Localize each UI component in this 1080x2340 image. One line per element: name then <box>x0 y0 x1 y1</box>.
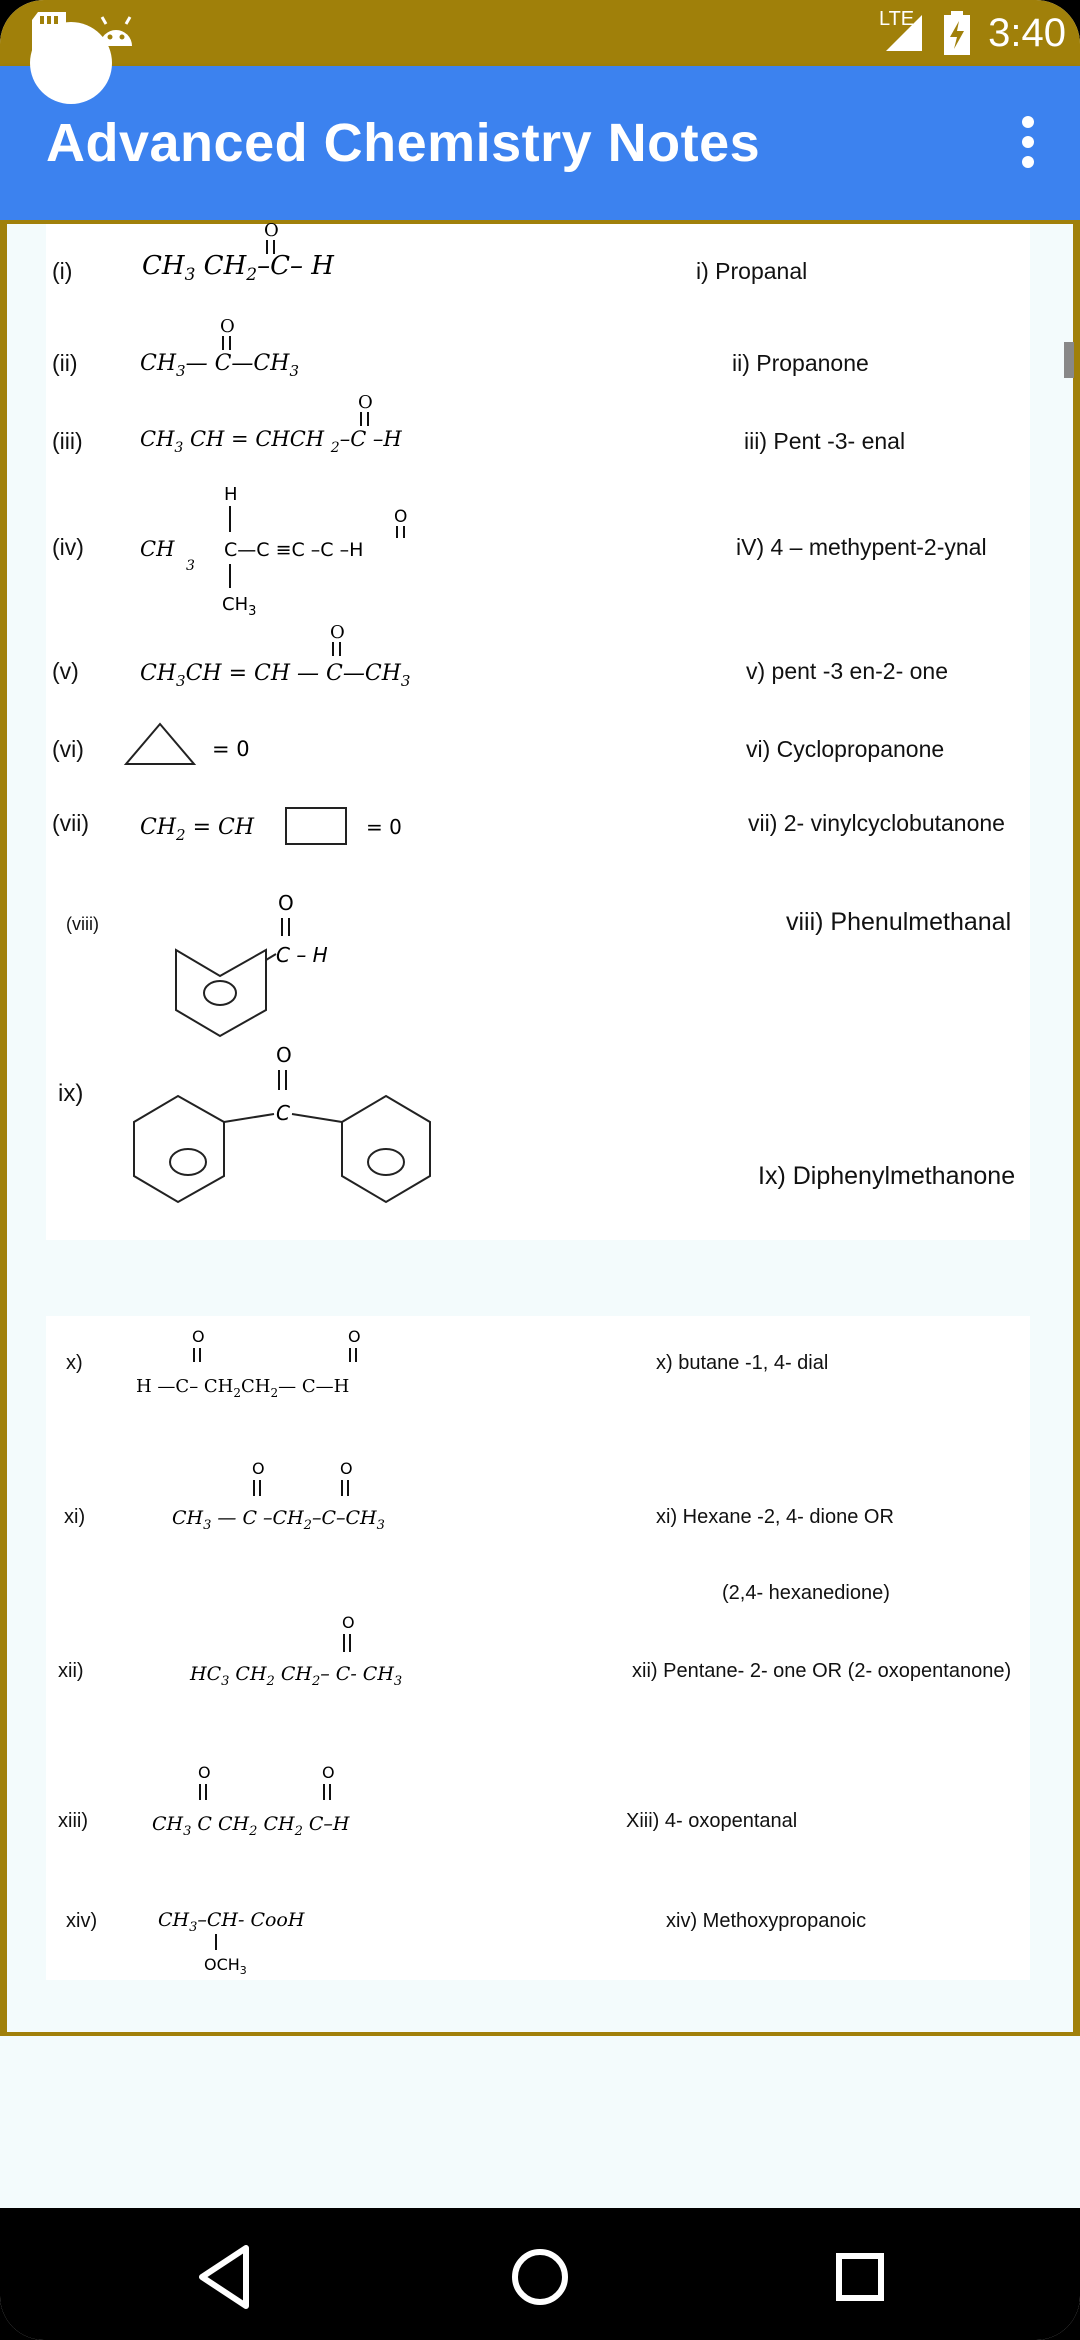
svg-text:= 0: = 0 <box>366 815 402 839</box>
oxygen-label: O <box>348 1327 361 1346</box>
row-number: (iv) <box>52 534 84 560</box>
compound-name: i) Propanal <box>696 258 808 284</box>
row-number: ix) <box>58 1080 84 1107</box>
app-title: Advanced Chemistry Notes <box>46 113 761 173</box>
row-number: (iii) <box>52 428 83 454</box>
svg-text:C—C ≡C –C –H: C—C ≡C –C –H <box>224 539 364 561</box>
oxygen-label: O <box>192 1327 205 1346</box>
svg-text:CH3: $CH_3$ <box>222 594 257 619</box>
formula-methoxypropanoic <box>154 1896 374 1976</box>
compound-name: xiv) Methoxypropanoic <box>666 1910 867 1932</box>
benzene-ring-left <box>134 1096 224 1202</box>
svg-text:CH3 — C –CH2–C–CH3: $CH_3$ — C $-CH_2-C-CH_3$ <box>172 1507 385 1532</box>
svg-text:CH3 CH = CHCH 2–C –H: $CH_3$ CH = CHCH $_2$–C –H <box>140 427 402 456</box>
compound-name: xii) Pentane- 2- one OR (2- oxopentanone) <box>632 1660 1012 1682</box>
svg-text:C: C <box>276 1101 290 1125</box>
svg-text:H —C– CH2CH2— C—H: H —C– $CH_2CH_2—$ C—H <box>136 1376 350 1400</box>
formula-pentanone <box>184 1606 444 1686</box>
svg-text:CH3 C CH2 CH2 C–H: $CH_3$ C $CH_2$ $CH_2$ C–H <box>152 1813 350 1836</box>
row-number: (v) <box>52 658 79 684</box>
oxygen-label: O <box>340 1459 353 1478</box>
svg-text:CH: CH <box>140 537 175 561</box>
formula-pent-3-en-2-one <box>130 618 450 688</box>
oxygen-label: O <box>198 1763 211 1782</box>
compound-name: Xiii) 4- oxopentanal <box>626 1810 798 1832</box>
svg-text:CH3— C—CH3: $CH_3—$ $C—CH_3$ <box>140 351 299 380</box>
row-number: xiii) <box>58 1810 88 1832</box>
svg-text:C – H: C – H <box>276 943 328 967</box>
svg-text:3: 3 <box>186 558 195 574</box>
compound-name: vi) Cyclopropanone <box>746 736 945 762</box>
formula-vinylcyclobutanone <box>130 798 450 854</box>
compound-name: iii) Pent -3- enal <box>744 428 906 454</box>
svg-text:CH3CH = CH — C—CH3: $CH_3CH$ = CH — $C—CH_3$ <box>140 661 411 688</box>
row-number: xii) <box>58 1660 84 1682</box>
oxygen-label: O <box>342 1613 355 1632</box>
row-number: (vi) <box>52 736 84 762</box>
row-number: x) <box>66 1352 83 1374</box>
clock: 3:40 <box>988 10 1066 55</box>
formula-propanal <box>130 222 390 292</box>
compound-name-alt: (2,4- hexanedione) <box>722 1582 890 1604</box>
svg-text:CH2 = CH: $CH_2$ = CH <box>140 815 255 844</box>
back-icon[interactable] <box>180 2232 270 2322</box>
row-number: (vii) <box>52 810 90 836</box>
row-number: (ii) <box>52 350 78 376</box>
oxygen-label: O <box>330 622 345 643</box>
oxygen-label: O <box>252 1459 265 1478</box>
navigation-bar <box>0 2208 1080 2340</box>
empty-area <box>0 2036 1080 2208</box>
formula-oxopentanal <box>148 1756 408 1836</box>
row-number: (i) <box>52 258 73 284</box>
formula-propanone <box>130 312 350 382</box>
compound-name: v) pent -3 en-2- one <box>746 658 949 684</box>
row-number: xiv) <box>66 1910 98 1932</box>
compound-name: iV) 4 – methypent-2-ynal <box>736 534 987 560</box>
compound-name: Ix) Diphenylmethanone <box>758 1162 1016 1190</box>
cyclobutane-ring <box>286 808 346 844</box>
oxygen-label: O <box>358 392 373 413</box>
svg-text:= 0: = 0 <box>212 737 250 761</box>
formula-4-methylpent-2-ynal <box>130 470 470 620</box>
compound-name: ii) Propanone <box>732 350 869 376</box>
oxygen-label: O <box>264 222 279 241</box>
svg-text:CH3–CH- CooH: $CH_3-CH-$ CooH <box>158 1909 305 1935</box>
formula-text: $CH_3$ $CH_2-C-$ H <box>142 251 334 285</box>
compound-name: x) butane -1, 4- dial <box>656 1352 829 1374</box>
scrollbar-thumb[interactable] <box>1064 342 1074 378</box>
row-number: xi) <box>64 1506 86 1528</box>
compound-name: xi) Hexane -2, 4- dione OR <box>656 1506 894 1528</box>
oxygen-label: O <box>394 507 408 527</box>
formula-benzophenone <box>130 1040 450 1240</box>
formula-cyclopropanone <box>120 712 280 768</box>
oxygen-label: O <box>276 1043 292 1067</box>
compound-name: vii) 2- vinylcyclobutanone <box>748 810 1005 836</box>
recents-icon[interactable] <box>815 2232 905 2322</box>
cyclopropane-ring <box>126 724 194 764</box>
svg-text:HC3 CH2 CH2– C- CH3: $HC_3$ $CH_2$ $CH_2-$ C- $CH_3$ <box>190 1663 403 1686</box>
oxygen-label: O <box>322 1763 335 1782</box>
home-icon[interactable] <box>495 2232 585 2322</box>
benzene-ring <box>176 950 266 1036</box>
network-type-label: LTE <box>878 7 915 30</box>
formula-butanedial <box>130 1320 430 1400</box>
formula-benzaldehyde <box>170 880 370 1060</box>
row-number: (viii) <box>66 914 99 934</box>
hydrogen-label: H <box>224 484 238 505</box>
formula-pent-3-enal <box>130 390 450 460</box>
oxygen-label: O <box>220 316 235 337</box>
formula-hexanedione <box>166 1452 446 1532</box>
svg-text:OCH3: $OCH_3$ <box>204 1955 247 1976</box>
oxygen-label: O <box>278 891 294 915</box>
compound-name: viii) Phenulmethanal <box>786 908 1012 936</box>
